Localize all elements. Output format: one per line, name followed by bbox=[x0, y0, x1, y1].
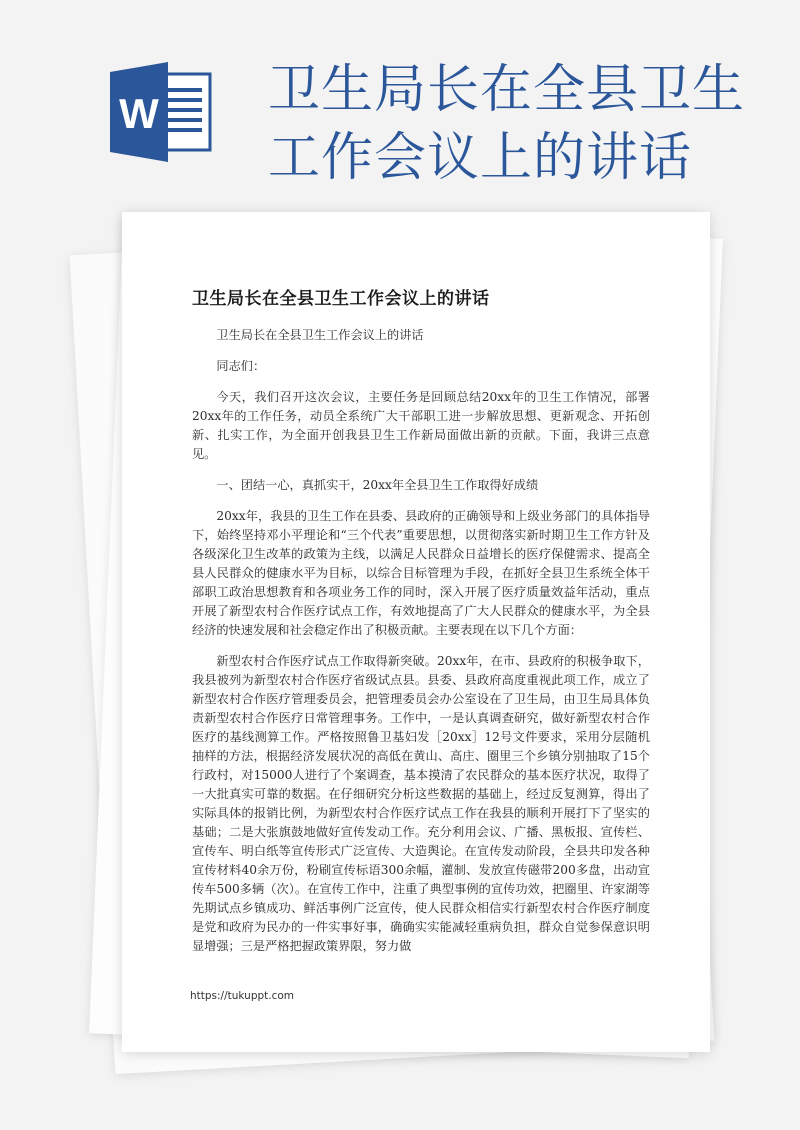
document-paragraph: 同志们： bbox=[216, 359, 266, 373]
document-body bbox=[192, 326, 650, 976]
document-paragraph: 一、团结一心，真抓实干，20xx年全县卫生工作取得好成绩 bbox=[216, 478, 539, 492]
word-logo-letter: W bbox=[119, 90, 159, 137]
document-paragraph: 今天，我们召开这次会议，主要任务是回顾总结20xx年的卫生工作情况，部署20xx年的工作任务，动员全系统广大干部职工进一步解放思想、更新观念、开拓创新、扎实工作，为全面开创我县卫生工作新局面做出新的贡献。下面，我讲三点意见。 bbox=[192, 390, 650, 461]
document-page bbox=[122, 212, 710, 1052]
document-paragraph: 新型农村合作医疗试点工作取得新突破。20xx年，在市、县政府的积极争取下，我县被列为新型农村合作医疗省级试点县。县委、县政府高度重视此项工作，成立了新型农村合作医疗管理委员会，把管理委员会办公室设在了卫生局，由卫生局具体负责新型农村合作医疗日常管理事务。工作中，一是认真调查研究，做好新型农村合作医疗的基线测算工作。严格按照鲁卫基妇发［20xx］12号文件要求，采用分层随机抽样的方法，根据经济发展状况的高低在黄山、高庄、圈里三个乡镇分别抽取了15个行政村，对15000人进行了个案调查，基本摸清了农民群众的基本医疗状况，取得了一大批真实可靠的数据。在仔细研究分析这些数据的基础上，经过反复测算，得出了实际具体的报销比例，为新型农村合作医疗试点工作在我县的顺利开展打下了坚实的基础；二是大张旗鼓地做好宣传发动工作。充分利用会议、广播、黑板报、宣传栏、宣传车、明白纸等宣传形式广泛宣传、大造舆论。在宣传发动阶段，全县共印发各种宣传材料40余万份，粉刷宣传标语300余幅，灌制、发放宣传磁带200多盘，出动宣传车500多辆（次）。在宣传工作中，注重了典型事例的宣传功效，把圈里、许家湖等先期试点乡镇成功、鲜活事例广泛宣传，使人民群众相信实行新型农村合作医疗制度是党和政府为民办的一件实事好事，确确实实能减轻重病负担，群众自觉参保意识明显增强；三是严格把握政策界限，努力做 bbox=[192, 654, 650, 953]
document-paragraph: 卫生局长在全县卫生工作会议上的讲话 bbox=[216, 328, 424, 342]
document-paragraph: 20xx年，我县的卫生工作在县委、县政府的正确领导和上级业务部门的具体指导下，始终坚持邓小平理论和“三个代表”重要思想，以贯彻落实新时期卫生工作方针及各级深化卫生改革的政策为主线，以满足人民群众日益增长的医疗保健需求、提高全县人民群众的健康水平为目标，以综合目标管理为手段，在抓好全县卫生系统全体干部职工政治思想教育和各项业务工作的同时，深入开展了医疗质量效益年活动，重点开展了新型农村合作医疗试点工作，有效地提高了广大人民群众的健康水平，为全县经济的快速发展和社会稳定作出了积极贡献。主要表现在以下几个方面： bbox=[192, 509, 650, 637]
header-title: 卫生局长在全县卫生工作会议上的讲话 bbox=[268, 60, 746, 188]
document-title: 卫生局长在全县卫生工作会议上的讲话 bbox=[192, 289, 490, 309]
footer-url: https://tukuppt.com bbox=[190, 990, 295, 1002]
word-icon bbox=[108, 62, 218, 162]
